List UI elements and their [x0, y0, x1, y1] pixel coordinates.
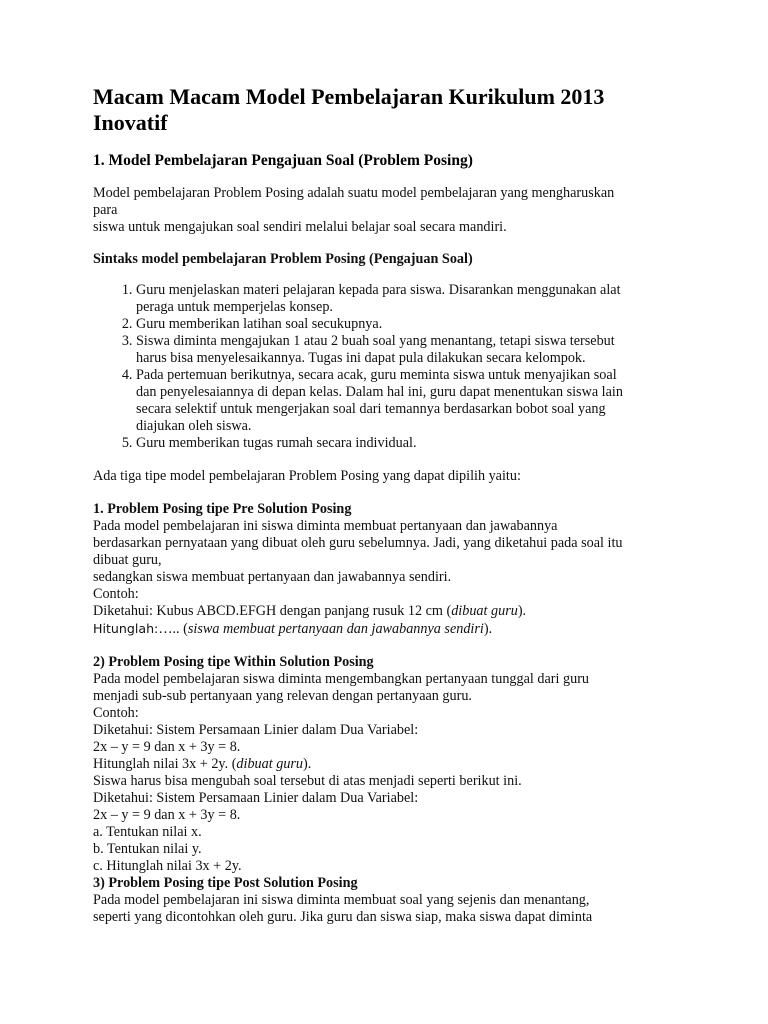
list-item: [136, 367, 678, 435]
type2-line: Siswa harus bisa mengubah soal tersebut di atas menjadi seperti berikut ini.: [93, 773, 522, 789]
type2-section: [93, 654, 678, 875]
title-line-2: Inovatif: [93, 110, 168, 135]
intro-line: siswa untuk mengajukan soal sendiri melalui belajar soal secara mandiri.: [93, 219, 507, 235]
type2-line: 2x – y = 9 dan x + 3y = 8.: [93, 807, 241, 823]
list-item: [136, 435, 678, 452]
list-item-line: harus bisa menyelesaikannya. Tugas ini dapat pula dilakukan secara kelompok.: [136, 350, 586, 366]
type1-ask-open: (: [179, 621, 188, 637]
intro-line: para: [93, 202, 118, 218]
type2-line: Pada model pembelajaran siswa diminta mengembangkan pertanyaan tunggal dari guru: [93, 671, 590, 687]
list-item-line: Pada pertemuan berikutnya, secara acak, guru meminta siswa untuk menyajikan soal: [136, 367, 617, 383]
type1-line: Pada model pembelajaran ini siswa diminta membuat pertanyaan dan jawabannya: [93, 518, 558, 534]
title-line-1: Macam Macam Model Pembelajaran Kurikulum 2013: [93, 84, 605, 109]
type2-line: Contoh:: [93, 705, 139, 721]
type1-line: berdasarkan pernyataan yang dibuat oleh guru sebelumnya. Jadi, yang diketahui pada soal itu: [93, 535, 623, 551]
type2-ask-end: ).: [303, 756, 312, 772]
type1-ask: [93, 620, 678, 638]
type3-section: [93, 875, 678, 926]
type2-heading: 2) Problem Posing tipe Within Solution Posing: [93, 654, 374, 670]
type3-line: Pada model pembelajaran ini siswa diminta membuat soal yang sejenis dan menantang,: [93, 892, 590, 908]
list-item-line: dan penyelesaiannya di depan kelas. Dalam hal ini, guru dapat menentukan siswa lain: [136, 384, 623, 400]
type2-ask-italic: dibuat guru: [236, 756, 304, 772]
type2-line: Diketahui: Sistem Persamaan Linier dalam Dua Variabel:: [93, 790, 419, 806]
list-item-line: secara selektif untuk mengerjakan soal dari temannya berdasarkan bobot soal yang: [136, 401, 606, 417]
type2-line: c. Hitunglah nilai 3x + 2y.: [93, 858, 242, 874]
list-item-line: Guru memberikan latihan soal secukupnya.: [136, 316, 383, 332]
syntax-heading: Sintaks model pembelajaran Problem Posing (Pengajuan Soal): [93, 251, 473, 267]
type1-line: Contoh:: [93, 586, 139, 602]
type1-ask-italic: siswa membuat pertanyaan dan jawabannya sendiri: [187, 621, 484, 637]
list-item-line: diajukan oleh siswa.: [136, 418, 252, 434]
list-item-line: peraga untuk memperjelas konsep.: [136, 299, 333, 315]
type2-line: menjadi sub-sub pertanyaan yang relevan dengan pertanyaan guru.: [93, 688, 472, 704]
type1-ask-prefix: Hitunglah:: [93, 621, 159, 636]
type1-known-end: ).: [517, 603, 527, 619]
type1-section: [93, 501, 678, 638]
type1-known-italic: dibuat guru: [451, 603, 518, 619]
list-item-line: Guru menjelaskan materi pelajaran kepada para siswa. Disarankan menggunakan alat: [136, 282, 621, 298]
type2-ask: [93, 756, 678, 773]
list-item: [136, 316, 678, 333]
type1-line: dibuat guru,: [93, 552, 162, 568]
document-title: [93, 84, 678, 136]
syntax-steps-list: [93, 282, 678, 452]
intro-line: Model pembelajaran Problem Posing adalah suatu model pembelajaran yang mengharuskan: [93, 185, 615, 201]
type2-line: 2x – y = 9 dan x + 3y = 8.: [93, 739, 241, 755]
type1-heading: 1. Problem Posing tipe Pre Solution Posing: [93, 501, 352, 517]
list-item: [136, 282, 678, 316]
list-item-line: Siswa diminta mengajukan 1 atau 2 buah soal yang menantang, tetapi siswa tersebut: [136, 333, 615, 349]
type3-heading: 3) Problem Posing tipe Post Solution Posing: [93, 875, 358, 891]
type2-ask-text: Hitunglah nilai 3x + 2y. (: [93, 756, 237, 772]
type2-line: Diketahui: Sistem Persamaan Linier dalam Dua Variabel:: [93, 722, 419, 738]
type1-known-text: Diketahui: Kubus ABCD.EFGH dengan panjang rusuk 12 cm (: [93, 603, 452, 619]
type1-known: [93, 603, 678, 620]
types-intro: Ada tiga tipe model pembelajaran Problem Posing yang dapat dipilih yaitu:: [93, 468, 521, 484]
type3-line: seperti yang dicontohkan oleh guru. Jika guru dan siswa siap, maka siswa dapat diminta: [93, 909, 593, 925]
list-item-line: Guru memberikan tugas rumah secara individual.: [136, 435, 417, 451]
type2-line: b. Tentukan nilai y.: [93, 841, 202, 857]
intro-paragraph: [93, 185, 678, 236]
type1-line: sedangkan siswa membuat pertanyaan dan jawabannya sendiri.: [93, 569, 452, 585]
type1-ask-dots: …..: [158, 621, 180, 637]
list-item: [136, 333, 678, 367]
type2-line: a. Tentukan nilai x.: [93, 824, 202, 840]
section1-heading: 1. Model Pembelajaran Pengajuan Soal (Problem Posing): [93, 152, 473, 169]
type1-ask-close: ).: [483, 621, 493, 637]
